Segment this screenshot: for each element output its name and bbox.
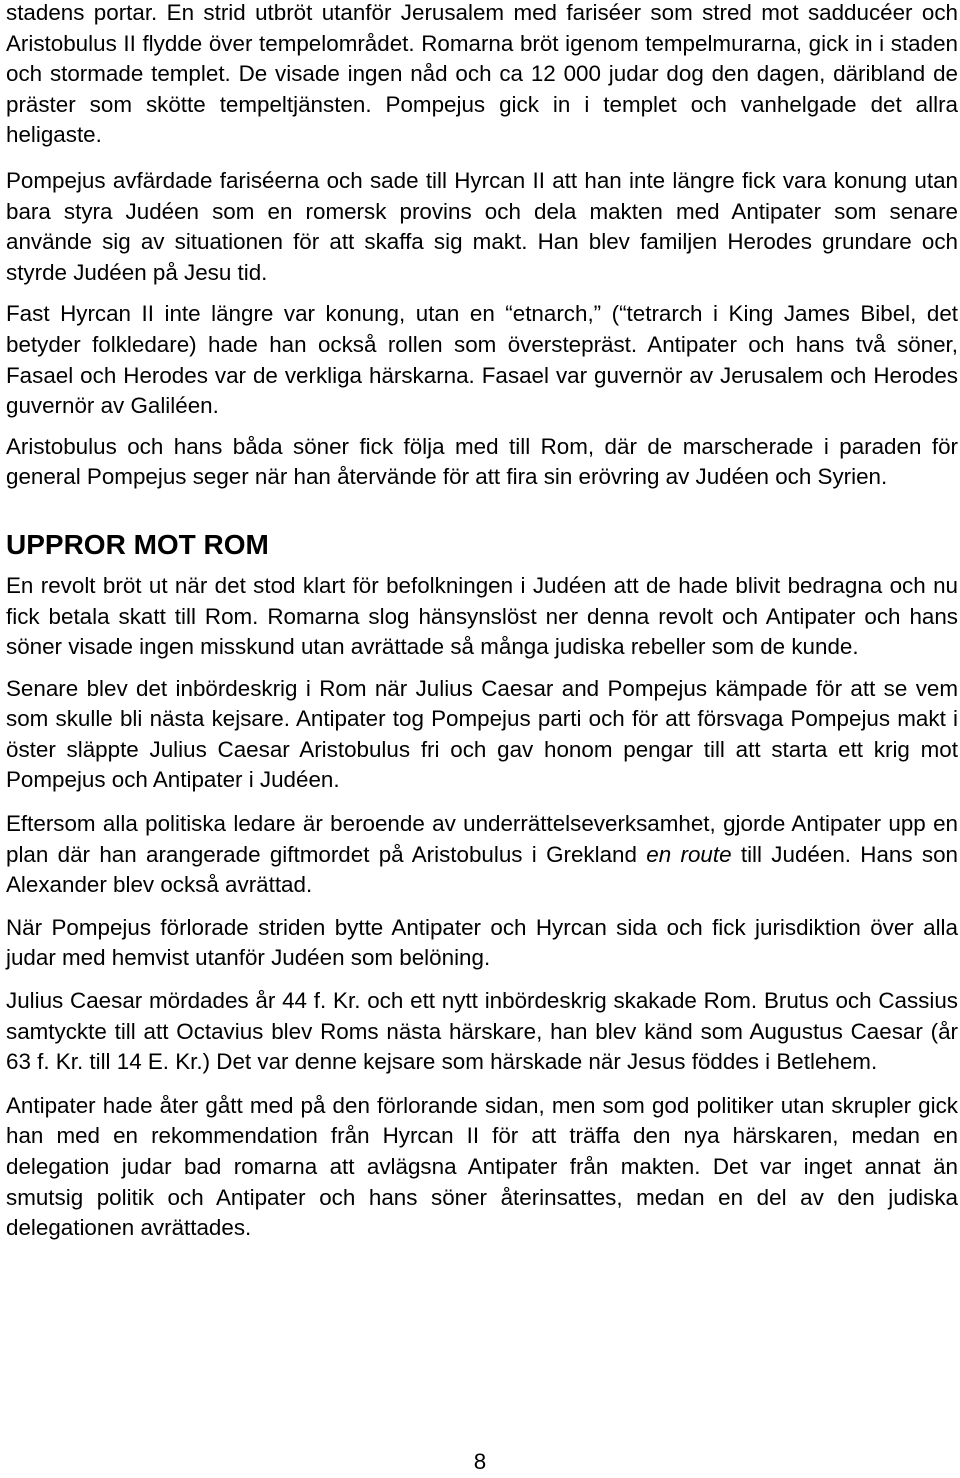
paragraph-text: till Judéen. Hans son Alexander blev också avrättad.: [6, 841, 958, 898]
paragraph: När Pompejus förlorade striden bytte Antipater och Hyrcan sida och fick jurisdiktion över alla judar med hemvist utanför Judéen som belöning.: [6, 914, 958, 971]
paragraph: Fast Hyrcan II inte längre var konung, utan en “etnarch,” (“tetrarch i King James Bibel, det betyder folkledare) hade han också rollen som överstepräst. Antipater och hans två söner, Fasael och Herodes var de verkliga härskarna. Fasael var guvernör av Jerusalem och Herodes guvernör av Galiléen.: [6, 301, 958, 419]
paragraph: Pompejus avfärdade fariséerna och sade till Hyrcan II att han inte längre fick vara konung utan bara styra Judéen som en romersk provins och dela makten med Antipater som senare använde sig av situationen för att skaffa sig makt. Han blev familjen Herodes grundare och styrde Judéen på Jesu tid.: [6, 167, 958, 285]
paragraph: En revolt bröt ut när det stod klart för befolkningen i Judéen att de hade blivit bedragna och nu fick betala skatt till Rom. Romarna slog hänsynslöst ner denna revolt och Antipater och hans söner visade ingen misskund utan avrättade så många judiska rebeller som de kunde.: [6, 572, 958, 660]
paragraph-text: Eftersom alla politiska ledare är beroende av underrättelseverksamhet, gjorde Antipater upp en plan där han arangerade giftmordet på Aristobulus i Grekland: [6, 811, 958, 867]
paragraph: Senare blev det inbördeskrig i Rom när Julius Caesar and Pompejus kämpade för att se vem som skulle bli nästa kejsare. Antipater tog Pompejus parti och för att försvaga Pompejus makt i öster släppte Julius Caesar Aristobulus fri och gav honom pengar till att starta ett krig mot Pompejus och Antipater i Judéen.: [6, 675, 958, 793]
section-heading: UPPROR MOT ROM: [6, 528, 269, 560]
page-number: 8: [473, 1449, 487, 1474]
paragraph: Julius Caesar mördades år 44 f. Kr. och ett nytt inbördeskrig skakade Rom. Brutus och Cassius samtyckte till att Octavius blev Roms nästa härskare, han blev känd som Augustus Caesar (år 63 f. Kr. till 14 E. Kr.) Det var denne kejsare som härskade när Jesus föddes i Betlehem.: [6, 988, 958, 1075]
paragraph: [6, 809, 958, 901]
paragraph: Aristobulus och hans båda söner fick följa med till Rom, där de marscherade i paraden för general Pompejus seger när han återvände för att fira sin erövring av Judéen och Syrien.: [6, 433, 958, 490]
paragraph: stadens portar. En strid utbröt utanför Jerusalem med fariséer som stred mot sadducéer och Aristobulus II flydde över tempelområdet. Romarna bröt igenom tempelmurarna, gick in i staden och stormade templet. De visade ingen nåd och ca 12 000 judar dog den dagen, däribland de präster som skötte tempeltjänsten. Pompejus gick in i templet och vanhelgade det allra heligaste.: [6, 0, 958, 148]
paragraph: Antipater hade åter gått med på den förlorande sidan, men som god politiker utan skrupler gick han med en rekommendation från Hyrcan II för att träffa den nya härskaren, medan en delegation judar bad romarna att avlägsna Antipater från makten. Det var inget annat än smutsig politik och Antipater och hans söner återinsattes, medan en del av den judiska delegationen avrättades.: [6, 1092, 958, 1241]
italic-phrase: en route: [646, 841, 732, 867]
document-page: [6, 0, 958, 1244]
